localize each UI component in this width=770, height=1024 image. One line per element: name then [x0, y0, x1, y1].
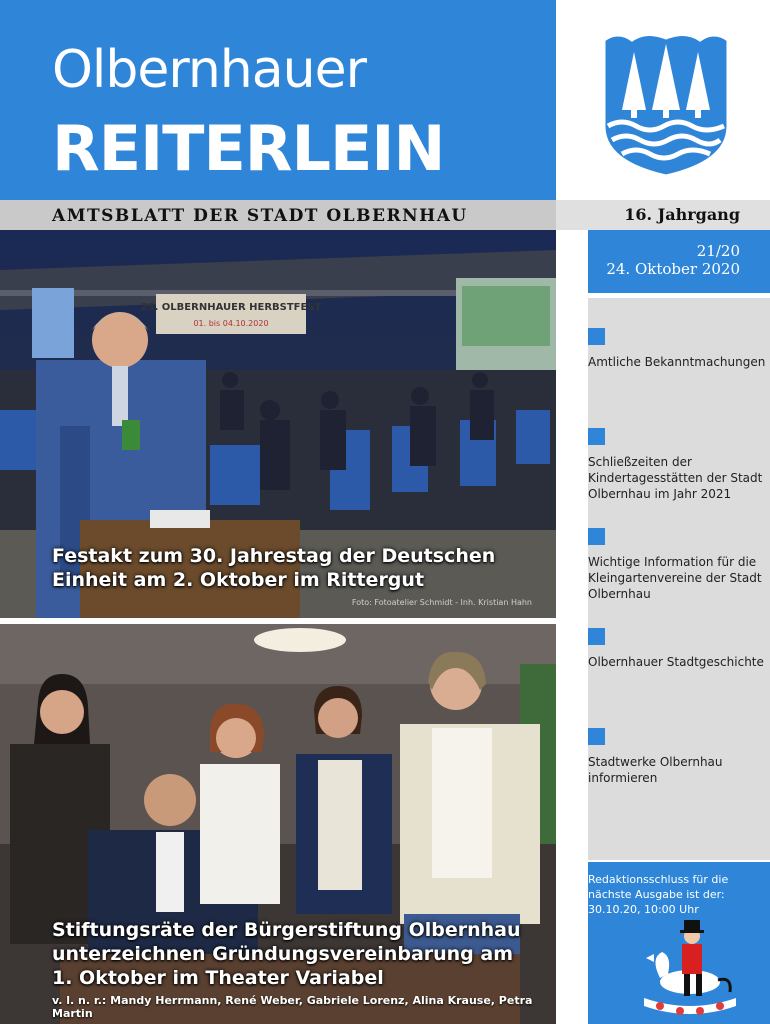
caption-festakt-line2: Einheit am 2. Oktober im Rittergut — [52, 569, 425, 591]
issue-number: 21/20 — [696, 242, 740, 260]
sidebar-item-kleingarten[interactable]: Wichtige Information für die Kleingartenvereine der Stadt Olbernhau — [588, 555, 762, 601]
bullet-square-icon — [588, 328, 605, 345]
deadline-date: 30.10.20, 10:00 Uhr — [588, 903, 699, 916]
subtitle: AMTSBLATT DER STADT OLBERNHAU — [52, 206, 468, 226]
issue-date: 24. Oktober 2020 — [606, 260, 740, 278]
sidebar-item-amtliche[interactable]: Amtliche Bekanntmachungen — [588, 355, 766, 369]
jahrgang-box — [556, 200, 770, 230]
reiterlein-mascot-icon — [640, 918, 740, 1018]
caption-festakt-line1: Festakt zum 30. Jahrestag der Deutschen — [52, 545, 496, 567]
caption-stiftung-line2: unterzeichnen Gründungsvereinbarung am — [52, 943, 514, 965]
photo-festakt — [0, 230, 556, 618]
issue-box — [588, 230, 770, 293]
coat-of-arms-icon — [598, 30, 734, 180]
banner-dates: 01. bis 04.10.2020 — [193, 319, 269, 328]
caption-stiftung-line1: Stiftungsräte der Bürgerstiftung Olbernhau — [52, 919, 521, 941]
jahrgang: 16. Jahrgang — [624, 205, 740, 224]
sidebar-contents — [588, 298, 770, 860]
deadline-label: Redaktionsschluss für die nächste Ausgabe ist der: — [588, 873, 729, 901]
title-line2: REITERLEIN — [52, 112, 445, 185]
bullet-square-icon — [588, 428, 605, 445]
photo-credit: Foto: Fotoatelier Schmidt - Inh. Kristian Hahn — [351, 598, 532, 607]
sidebar-item-kitas[interactable]: Schließzeiten der Kindertagesstätten der Stadt Olbernhau im Jahr 2021 — [588, 455, 763, 501]
deadline-box — [588, 862, 770, 1024]
caption-stiftung-line3: 1. Oktober im Theater Variabel — [52, 967, 384, 989]
sidebar-item-stadtgeschichte[interactable]: Olbernhauer Stadtgeschichte — [588, 655, 764, 669]
bullet-square-icon — [588, 628, 605, 645]
photo-stiftung — [0, 624, 556, 1024]
sidebar-item-stadtwerke[interactable]: Stadtwerke Olbernhau informieren — [588, 755, 723, 785]
bullet-square-icon — [588, 728, 605, 745]
title-line1: Olbernhauer — [52, 40, 366, 100]
bullet-square-icon — [588, 528, 605, 545]
banner-text: 25. OLBERNHAUER HERBSTFEST — [140, 302, 322, 313]
caption-names: v. l. n. r.: Mandy Herrmann, René Weber, Gabriele Lorenz, Alina Krause, Petra Martin — [52, 994, 533, 1020]
